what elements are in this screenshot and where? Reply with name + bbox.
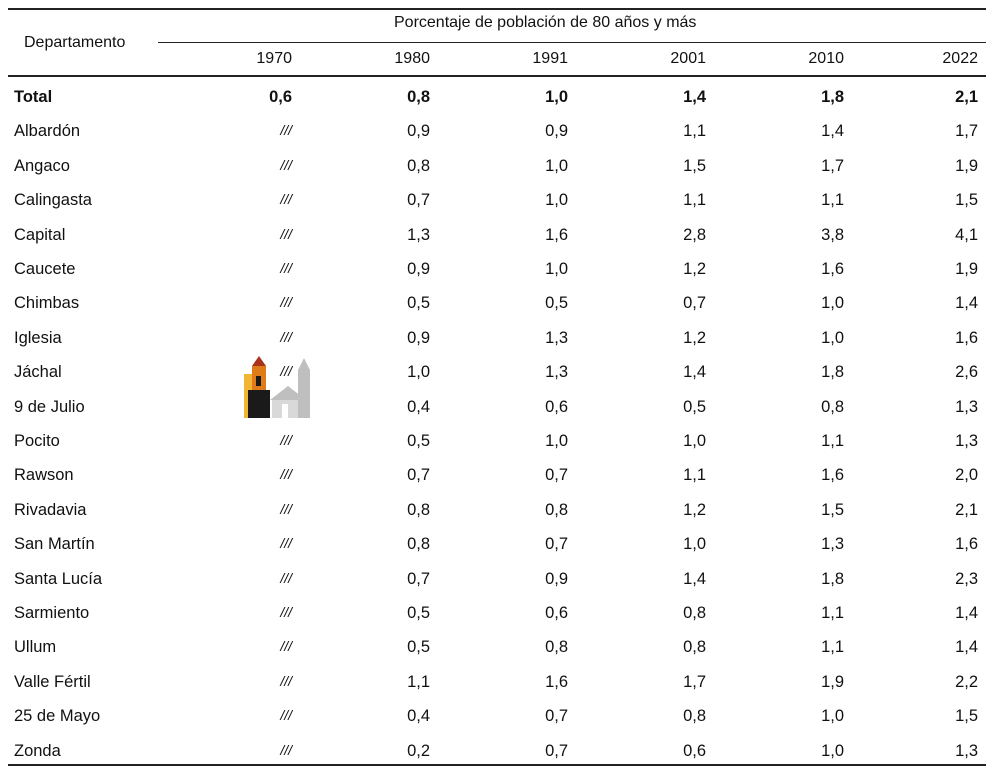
year-header-2010: 2010 xyxy=(808,50,844,67)
cell-1991: 1,6 xyxy=(545,225,568,244)
table-row xyxy=(8,116,986,150)
cell-2001: 1,5 xyxy=(683,156,706,175)
cell-1991: 0,7 xyxy=(545,741,568,760)
row-header: Departamento xyxy=(24,34,126,51)
cell-1970: /// xyxy=(280,432,292,448)
cell-2010: 1,0 xyxy=(821,294,844,313)
cell-1970: 0,6 xyxy=(269,88,292,106)
row-label: Caucete xyxy=(14,260,76,278)
cell-1980: 0,5 xyxy=(407,294,430,313)
table-row xyxy=(8,185,986,219)
row-label: Santa Lucía xyxy=(14,569,103,588)
table-row xyxy=(8,426,986,460)
table-row xyxy=(8,564,986,598)
cell-1980: 0,4 xyxy=(407,397,430,416)
cell-1970: /// xyxy=(280,638,292,655)
cell-2001: 1,1 xyxy=(683,466,706,485)
bottom-rule xyxy=(8,764,986,766)
cell-1980: 0,8 xyxy=(407,156,430,175)
cell-1991: 0,7 xyxy=(545,466,568,485)
cell-2001: 0,8 xyxy=(683,707,706,726)
row-label: Ullum xyxy=(14,638,57,657)
year-header-1970: 1970 xyxy=(256,50,292,67)
cell-1980: 0,7 xyxy=(407,569,430,588)
cell-2022: 2,3 xyxy=(955,569,978,588)
cell-1980: 0,5 xyxy=(407,638,430,657)
cell-2022: 1,4 xyxy=(955,294,978,313)
cell-1980: 0,7 xyxy=(407,466,430,485)
cell-1980: 0,5 xyxy=(407,432,430,450)
row-label: Rivadavia xyxy=(14,500,87,519)
cell-1970: /// xyxy=(280,707,292,724)
cell-1980: 0,8 xyxy=(407,500,430,519)
cell-2010: 1,6 xyxy=(821,466,844,485)
cell-2010: 1,0 xyxy=(821,707,844,726)
year-header-2022: 2022 xyxy=(942,50,978,67)
cell-2022: 1,9 xyxy=(955,156,978,175)
table-row xyxy=(8,82,986,116)
cell-2001: 0,7 xyxy=(683,294,706,313)
cell-1980: 0,9 xyxy=(407,122,430,141)
row-label: Angaco xyxy=(14,156,70,175)
cell-1991: 0,7 xyxy=(545,535,568,554)
row-label: Chimbas xyxy=(14,294,80,313)
cell-1980: 1,0 xyxy=(407,363,430,382)
row-label: Capital xyxy=(14,225,66,244)
table-row xyxy=(8,667,986,701)
cell-2022: 1,3 xyxy=(955,741,978,760)
cell-2010: 3,8 xyxy=(821,225,844,244)
cell-1991: 0,8 xyxy=(545,500,568,519)
cell-1991: 1,3 xyxy=(545,328,568,347)
cell-2010: 1,5 xyxy=(821,500,844,519)
group-rule xyxy=(158,42,986,43)
cell-2001: 1,0 xyxy=(683,432,706,450)
row-label: Zonda xyxy=(14,741,61,760)
cell-1991: 1,0 xyxy=(545,260,568,278)
group-header: Porcentaje de población de 80 años y más xyxy=(394,14,697,31)
cell-2022: 2,0 xyxy=(955,466,978,485)
year-header-1991: 1991 xyxy=(532,50,568,67)
table-row xyxy=(8,701,986,735)
cell-2001: 0,5 xyxy=(683,397,706,416)
cell-2010: 1,0 xyxy=(821,328,844,347)
cell-1970: /// xyxy=(280,294,292,311)
cell-2010: 1,9 xyxy=(821,672,844,691)
row-label: 9 de Julio xyxy=(14,397,85,416)
table-row xyxy=(8,323,986,357)
row-label: Calingasta xyxy=(14,191,92,210)
cell-1980: 0,9 xyxy=(407,328,430,347)
table-row xyxy=(8,460,986,494)
cell-1970: /// xyxy=(280,363,292,380)
table-row xyxy=(8,598,986,632)
cell-1991: 1,0 xyxy=(545,156,568,175)
cell-2001: 1,0 xyxy=(683,535,706,554)
cell-2010: 1,1 xyxy=(821,638,844,657)
row-label: Sarmiento xyxy=(14,604,90,622)
table-row xyxy=(8,151,986,185)
row-label: Total xyxy=(14,88,53,106)
cell-2001: 0,8 xyxy=(683,638,706,657)
table-row xyxy=(8,357,986,391)
cell-1991: 1,0 xyxy=(545,191,568,210)
cell-2001: 0,6 xyxy=(683,741,706,760)
cell-1970: /// xyxy=(280,225,292,242)
cell-2022: 1,7 xyxy=(955,122,978,141)
cell-2022: 2,6 xyxy=(955,363,978,382)
table-row xyxy=(8,220,986,254)
cell-1991: 0,6 xyxy=(545,397,568,416)
cell-1980: 0,8 xyxy=(407,88,430,106)
cell-1991: 0,9 xyxy=(545,569,568,588)
cell-2001: 1,1 xyxy=(683,122,706,141)
cell-1980: 1,3 xyxy=(407,225,430,244)
row-label: Jáchal xyxy=(14,363,62,382)
cell-1991: 0,9 xyxy=(545,122,568,141)
cell-1991: 1,3 xyxy=(545,363,568,382)
cell-1991: 1,0 xyxy=(545,432,568,450)
table-row xyxy=(8,529,986,563)
cell-2010: 1,8 xyxy=(821,569,844,588)
church-watermark-icon xyxy=(244,356,316,418)
cell-1991: 0,8 xyxy=(545,638,568,657)
cell-1970: /// xyxy=(280,741,292,758)
cell-2001: 1,4 xyxy=(683,569,706,588)
cell-1980: 0,2 xyxy=(407,741,430,760)
cell-2001: 1,4 xyxy=(683,88,706,106)
cell-2001: 1,2 xyxy=(683,500,706,519)
cell-2010: 1,1 xyxy=(821,432,844,450)
cell-1980: 0,4 xyxy=(407,707,430,726)
cell-2010: 1,8 xyxy=(821,88,844,106)
cell-1991: 0,7 xyxy=(545,707,568,726)
cell-1980: 0,5 xyxy=(407,604,430,622)
cell-1970: /// xyxy=(280,122,292,139)
cell-1970: /// xyxy=(280,535,292,552)
cell-1980: 0,8 xyxy=(407,535,430,554)
row-label: Pocito xyxy=(14,432,60,450)
cell-2022: 1,4 xyxy=(955,604,978,622)
cell-2001: 1,7 xyxy=(683,672,706,691)
table-row xyxy=(8,288,986,322)
cell-2001: 1,1 xyxy=(683,191,706,210)
year-header-1980: 1980 xyxy=(394,50,430,67)
table-row xyxy=(8,254,986,288)
cell-2022: 2,1 xyxy=(955,500,978,519)
cell-1991: 0,5 xyxy=(545,294,568,313)
cell-1970: /// xyxy=(280,191,292,208)
cell-2010: 1,8 xyxy=(821,363,844,382)
row-label: 25 de Mayo xyxy=(14,707,101,726)
cell-1970: /// xyxy=(280,500,292,517)
cell-2010: 1,3 xyxy=(821,535,844,554)
row-label: Rawson xyxy=(14,466,74,485)
top-rule xyxy=(8,8,986,10)
cell-2001: 2,8 xyxy=(683,225,706,244)
cell-2022: 1,9 xyxy=(955,260,978,278)
cell-2001: 1,2 xyxy=(683,328,706,347)
cell-1970: /// xyxy=(280,672,292,689)
table-row xyxy=(8,632,986,666)
row-label: Iglesia xyxy=(14,328,62,347)
cell-2022: 1,4 xyxy=(955,638,978,657)
cell-2010: 1,1 xyxy=(821,604,844,622)
row-label: San Martín xyxy=(14,535,95,554)
cell-1980: 0,7 xyxy=(407,191,430,210)
cell-2001: 1,2 xyxy=(683,260,706,278)
cell-2022: 2,2 xyxy=(955,672,978,691)
table-row xyxy=(8,392,986,426)
cell-2022: 1,5 xyxy=(955,707,978,726)
row-label: Valle Fértil xyxy=(14,672,91,691)
cell-1970: /// xyxy=(280,156,292,173)
cell-1980: 0,9 xyxy=(407,260,430,278)
cell-2010: 1,6 xyxy=(821,260,844,278)
cell-2022: 1,5 xyxy=(955,191,978,210)
cell-2022: 1,6 xyxy=(955,535,978,554)
cell-2022: 1,3 xyxy=(955,432,978,450)
cell-2001: 1,4 xyxy=(683,363,706,382)
cell-2022: 1,3 xyxy=(955,397,978,416)
header-bottom-rule xyxy=(8,75,986,77)
cell-1970: /// xyxy=(280,466,292,483)
cell-1991: 1,0 xyxy=(545,88,568,106)
cell-2022: 4,1 xyxy=(955,225,978,244)
cell-1970: /// xyxy=(280,328,292,345)
table-row xyxy=(8,495,986,529)
cell-2010: 1,4 xyxy=(821,122,844,141)
cell-2010: 1,7 xyxy=(821,156,844,175)
cell-2022: 2,1 xyxy=(955,88,978,106)
cell-1980: 1,1 xyxy=(407,672,430,691)
cell-2010: 1,1 xyxy=(821,191,844,210)
row-label: Albardón xyxy=(14,122,81,141)
cell-2010: 0,8 xyxy=(821,397,844,416)
year-header-2001: 2001 xyxy=(670,50,706,67)
cell-1970: /// xyxy=(280,604,292,620)
cell-2010: 1,0 xyxy=(821,741,844,760)
cell-1970: /// xyxy=(280,569,292,586)
cell-2001: 0,8 xyxy=(683,604,706,622)
cell-1970: /// xyxy=(280,260,292,276)
cell-2022: 1,6 xyxy=(955,328,978,347)
cell-1991: 0,6 xyxy=(545,604,568,622)
cell-1991: 1,6 xyxy=(545,672,568,691)
